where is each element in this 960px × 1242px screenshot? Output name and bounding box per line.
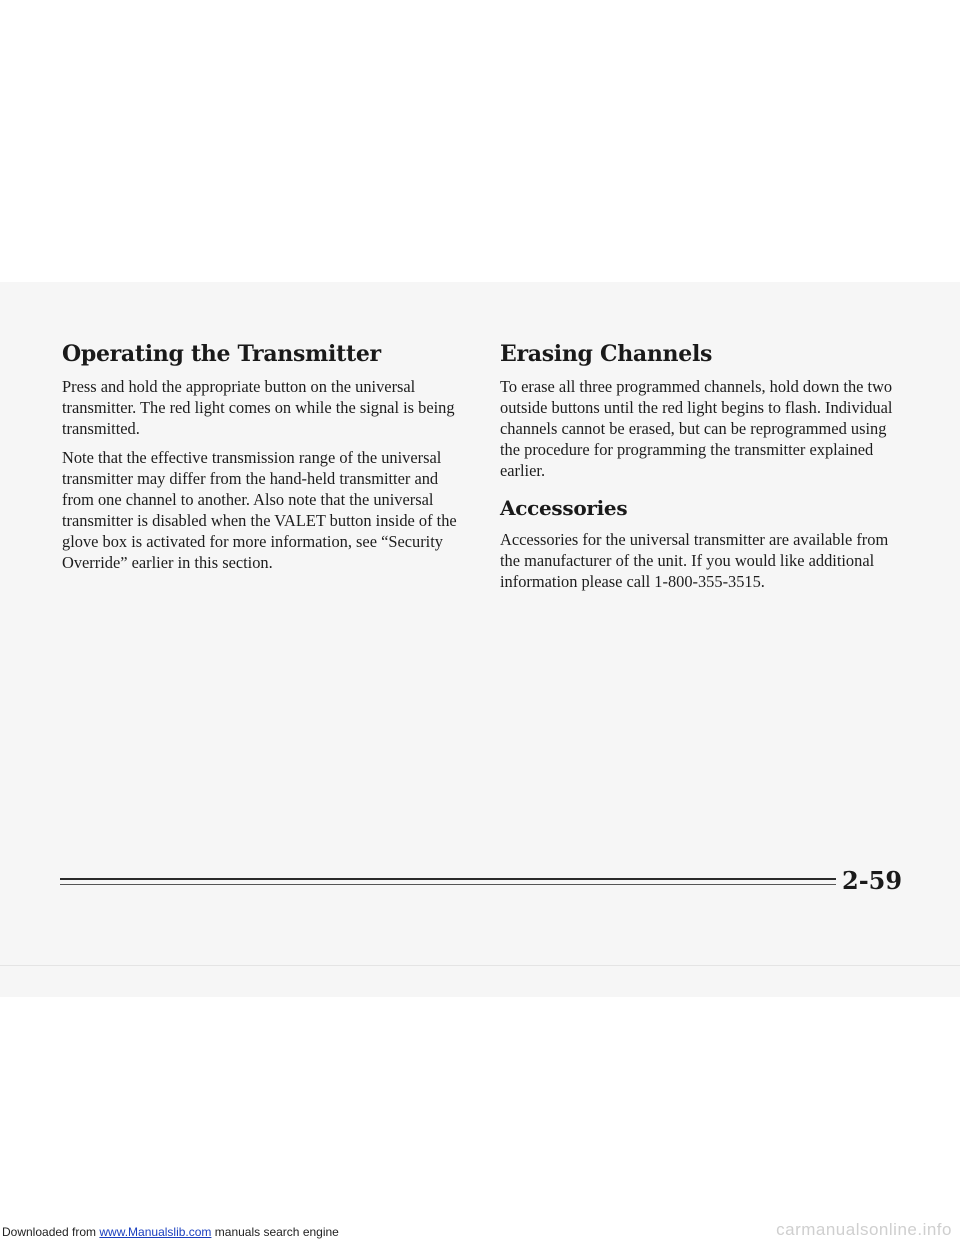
footer-prefix: Downloaded from: [2, 1225, 100, 1239]
paragraph-press-and-hold: Press and hold the appropriate button on the universal transmitter. The red light comes on while the signal is being transmitted.: [62, 377, 455, 438]
section-heading-accessories: Accessories: [500, 496, 628, 520]
section-heading-erasing-channels: Erasing Channels: [500, 341, 713, 367]
left-column: [62, 340, 462, 581]
paragraph-transmission-range: Note that the effective transmission range of the universal transmitter may differ from the hand-held transmitter and from one channel to another. Also note that the universal transmitter is disabled when the VALET button inside of the glove box is activated for more information, see “Security Override” earlier in this section.: [62, 448, 457, 572]
footer-rule-thin: [60, 884, 836, 885]
footer-suffix: manuals search engine: [211, 1225, 339, 1239]
watermark: carmanualsonline.info: [776, 1220, 952, 1239]
paragraph-accessories: Accessories for the universal transmitter are available from the manufacturer of the unit. If you would like additional information please call 1-800-355-3515.: [500, 530, 889, 591]
section-heading-operating-transmitter: Operating the Transmitter: [62, 341, 381, 367]
footer-rule-thick: [60, 878, 836, 880]
scan-edge-line: [0, 965, 960, 966]
page-number: 2-59: [842, 866, 903, 895]
right-column: [500, 340, 900, 600]
download-footer: [2, 1225, 339, 1239]
manualslib-link[interactable]: www.Manualslib.com: [99, 1225, 212, 1239]
paragraph-erase-channels: To erase all three programmed channels, hold down the two outside buttons until the red light begins to flash. Individual channels cannot be erased, but can be reprogrammed using the procedure for programming the transmitter explained earlier.: [500, 377, 893, 480]
